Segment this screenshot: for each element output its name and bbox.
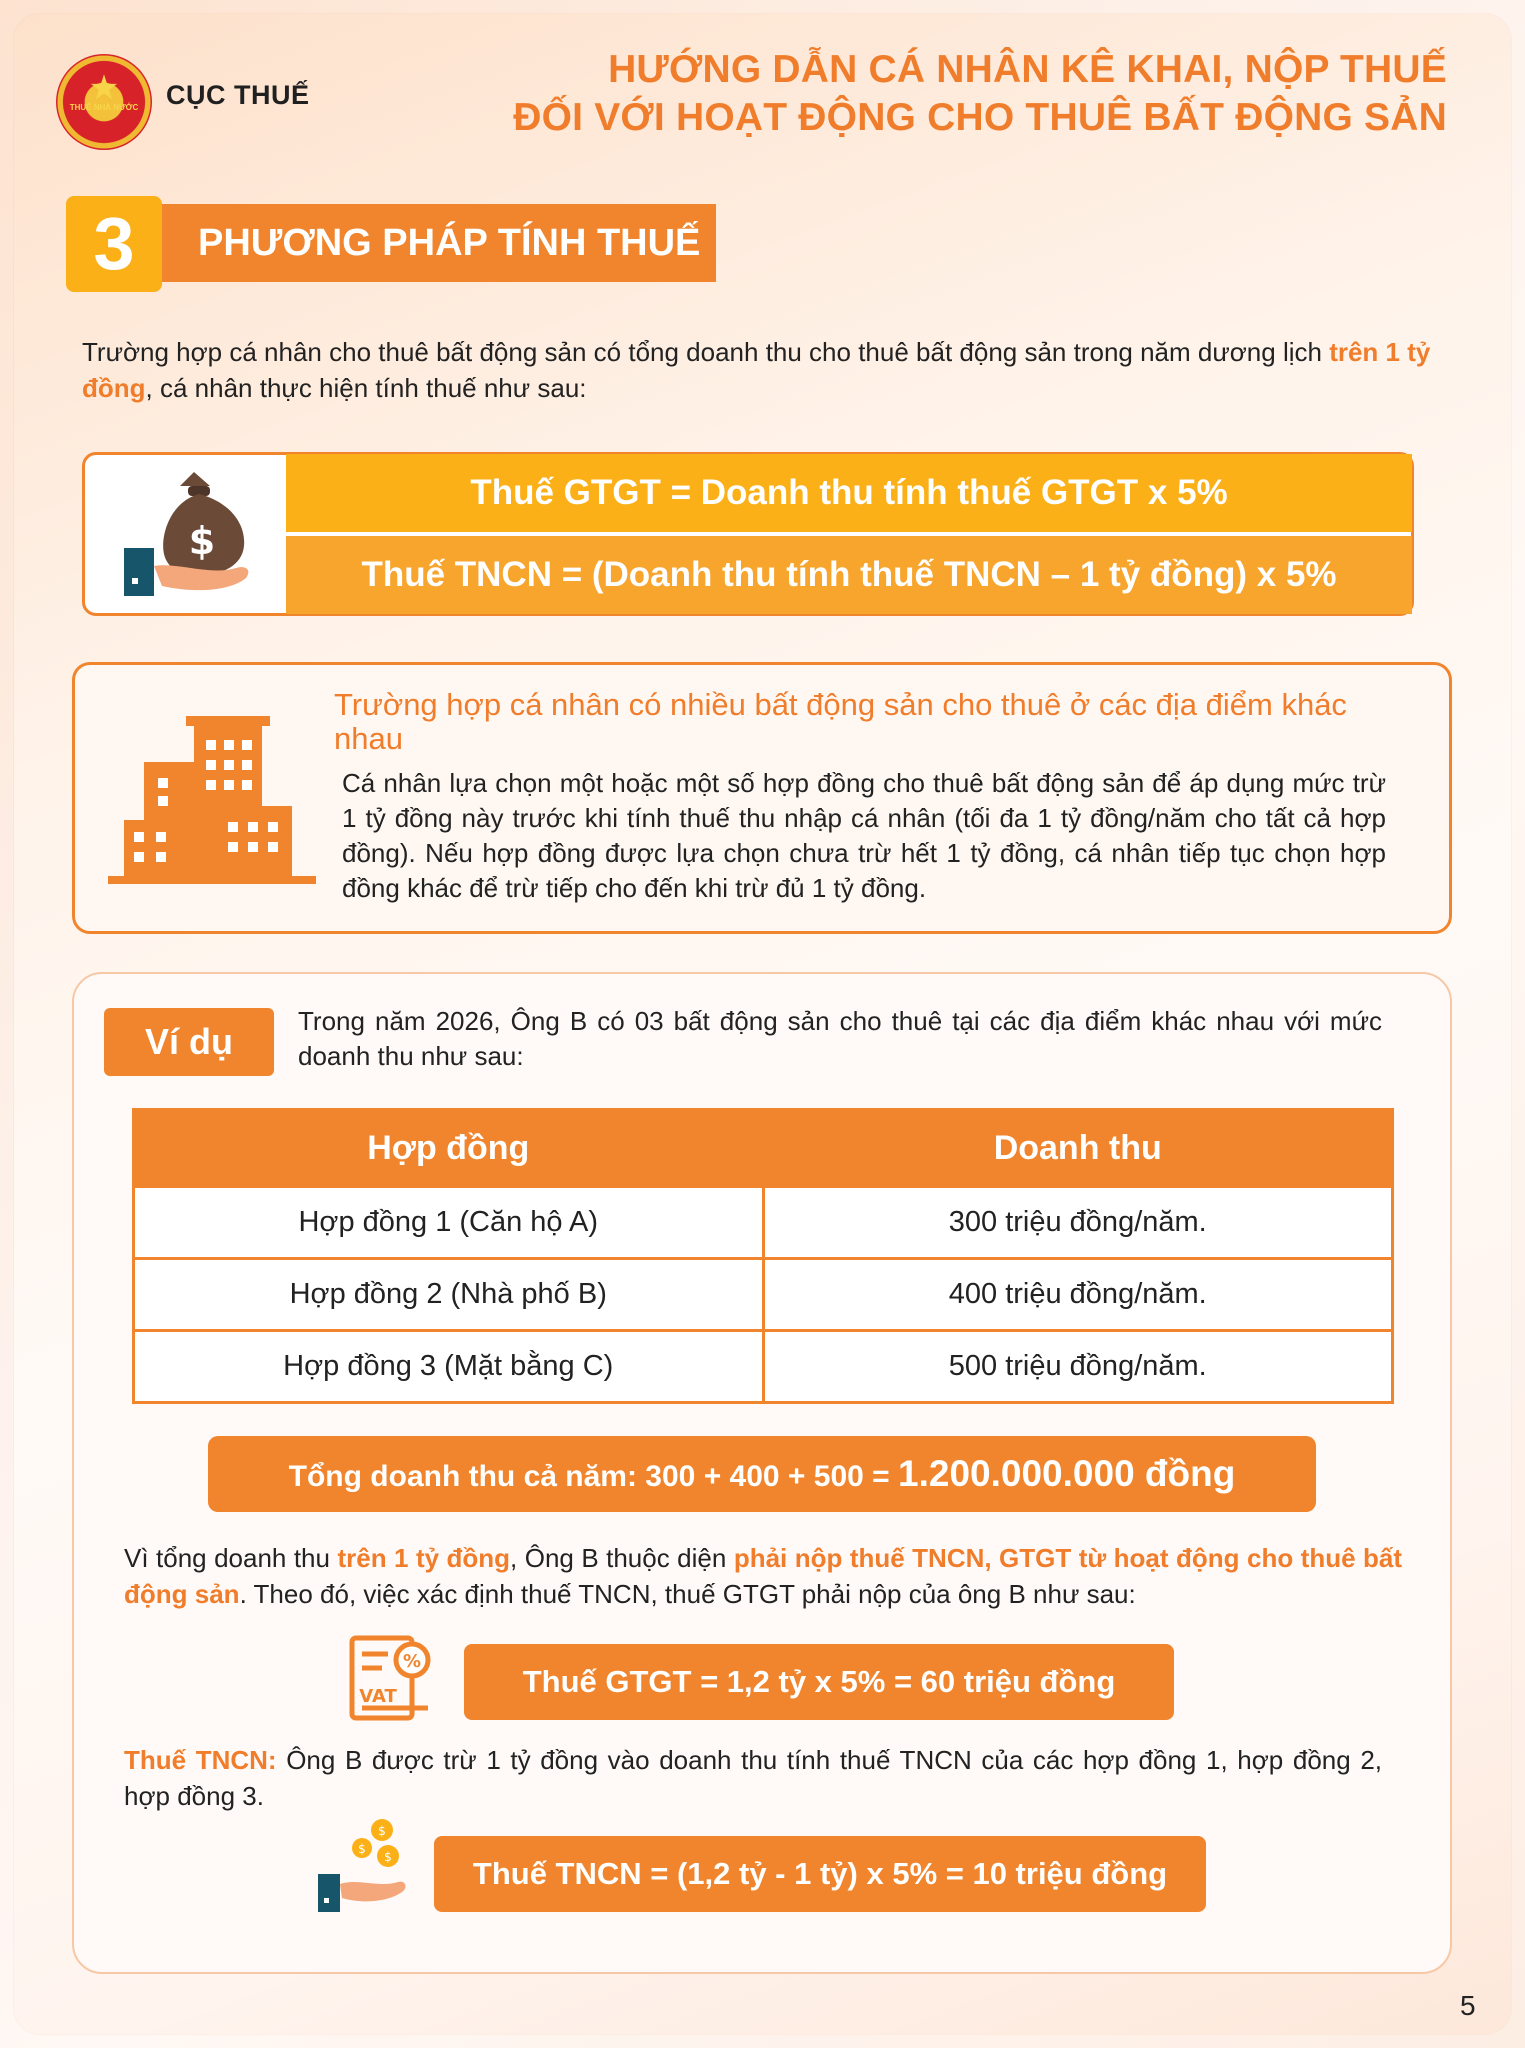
document-title <box>513 46 1447 142</box>
multiple-properties-body: Cá nhân lựa chọn một hoặc một số hợp đồng cho thuê bất động sản để áp dụng mức trừ 1 tỷ đồng này trước khi tính thuế thu nhập cá nhân (tối đa 1 tỷ đồng/năm cho tất cả hợp đồng). Nếu hợp đồng được lựa chọn chưa trừ hết 1 tỷ đồng, cá nhân tiếp tục chọn hợp đồng khác để trừ tiếp cho đến khi trừ đủ 1 tỷ đồng. <box>342 768 1386 903</box>
table-row <box>134 1331 1393 1403</box>
example-tag: Ví dụ <box>104 1008 274 1076</box>
section-title: PHƯƠNG PHÁP TÍNH THUẾ <box>162 204 716 282</box>
document-title-line2: ĐỐI VỚI HOẠT ĐỘNG CHO THUÊ BẤT ĐỘNG SẢN <box>513 96 1447 139</box>
brand-name: CỤC THUẾ <box>166 80 310 110</box>
pit-explanation-text: Ông B được trừ 1 tỷ đồng vào doanh thu tính thuế TNCN của các hợp đồng 1, hợp đồng 2, hợp đồng 3. <box>124 1745 1382 1811</box>
svg-text:$: $ <box>358 1842 366 1856</box>
coins-hand-icon <box>316 1818 408 1918</box>
table-row <box>134 1187 1393 1259</box>
page-number: 5 <box>1460 1990 1476 2021</box>
revenue-cell: 500 triệu đồng/năm. <box>763 1331 1393 1403</box>
conclusion-text-2: , Ông B thuộc diện <box>510 1543 734 1573</box>
conclusion-paragraph <box>124 1540 1402 1612</box>
buildings-icon <box>104 708 320 892</box>
column-header-revenue: Doanh thu <box>763 1110 1393 1187</box>
svg-text:$: $ <box>188 519 216 563</box>
pit-result-banner: Thuế TNCN = (1,2 tỷ - 1 tỷ) x 5% = 10 triệu đồng <box>434 1836 1206 1912</box>
column-header-contract: Hợp đồng <box>134 1110 764 1187</box>
vat-formula: Thuế GTGT = Doanh thu tính thuế GTGT x 5% <box>286 454 1412 532</box>
emblem-star-icon: ★ <box>88 69 120 107</box>
pit-formula: Thuế TNCN = (Doanh thu tính thuế TNCN – 1 tỷ đồng) x 5% <box>286 536 1412 614</box>
contract-cell: Hợp đồng 3 (Mặt bằng C) <box>134 1331 764 1403</box>
total-revenue-label: Tổng doanh thu cả năm: 300 + 400 + 500 = <box>288 1460 899 1493</box>
conclusion-highlight-2: phải nộp thuế TNCN, GTGT từ hoạt động cho thuê bất động sản <box>124 1543 1402 1609</box>
svg-text:VAT: VAT <box>359 1686 397 1707</box>
pit-label: Thuế TNCN: <box>124 1745 277 1775</box>
table-row <box>134 1259 1393 1331</box>
intro-text-2: , cá nhân thực hiện tính thuế như sau: <box>145 373 587 403</box>
document-title-line1: HƯỚNG DẪN CÁ NHÂN KÊ KHAI, NỘP THUẾ <box>608 48 1447 91</box>
conclusion-text-3: . Theo đó, việc xác định thuế TNCN, thuế GTGT phải nộp của ông B như sau: <box>239 1579 1136 1609</box>
contract-cell: Hợp đồng 2 (Nhà phố B) <box>134 1259 764 1331</box>
total-revenue-value: 1.200.000.000 đồng <box>898 1453 1236 1494</box>
pit-explanation <box>124 1742 1382 1814</box>
money-bag-hand-icon <box>118 466 258 602</box>
table-header-row <box>134 1110 1393 1187</box>
conclusion-text-1: Vì tổng doanh thu <box>124 1543 338 1573</box>
revenue-table <box>132 1108 1394 1404</box>
multiple-properties-title: Trường hợp cá nhân có nhiều bất động sản cho thuê ở các địa điểm khác nhau <box>334 687 1347 756</box>
example-text: Trong năm 2026, Ông B có 03 bất động sản cho thuê tại các địa điểm khác nhau với mức doanh thu như sau: <box>298 1006 1382 1071</box>
intro-highlight: trên 1 tỷ đồng <box>82 337 1431 403</box>
intro-text-1: Trường hợp cá nhân cho thuê bất động sản có tổng doanh thu cho thuê bất động sản trong năm dương lịch <box>82 337 1330 367</box>
svg-text:$: $ <box>378 1824 386 1838</box>
svg-text:$: $ <box>384 1850 392 1864</box>
section-number: 3 <box>66 196 162 292</box>
contract-cell: Hợp đồng 1 (Căn hộ A) <box>134 1187 764 1259</box>
revenue-cell: 300 triệu đồng/năm. <box>763 1187 1393 1259</box>
svg-text:%: % <box>402 1651 422 1672</box>
emblem-label: THUẾ NHÀ NƯỚC <box>69 103 139 112</box>
vat-document-icon <box>348 1634 434 1726</box>
intro-paragraph <box>82 334 1452 406</box>
total-revenue-banner <box>208 1436 1316 1512</box>
revenue-cell: 400 triệu đồng/năm. <box>763 1259 1393 1331</box>
conclusion-highlight-1: trên 1 tỷ đồng <box>337 1543 511 1573</box>
vat-result-banner: Thuế GTGT = 1,2 tỷ x 5% = 60 triệu đồng <box>464 1644 1174 1720</box>
